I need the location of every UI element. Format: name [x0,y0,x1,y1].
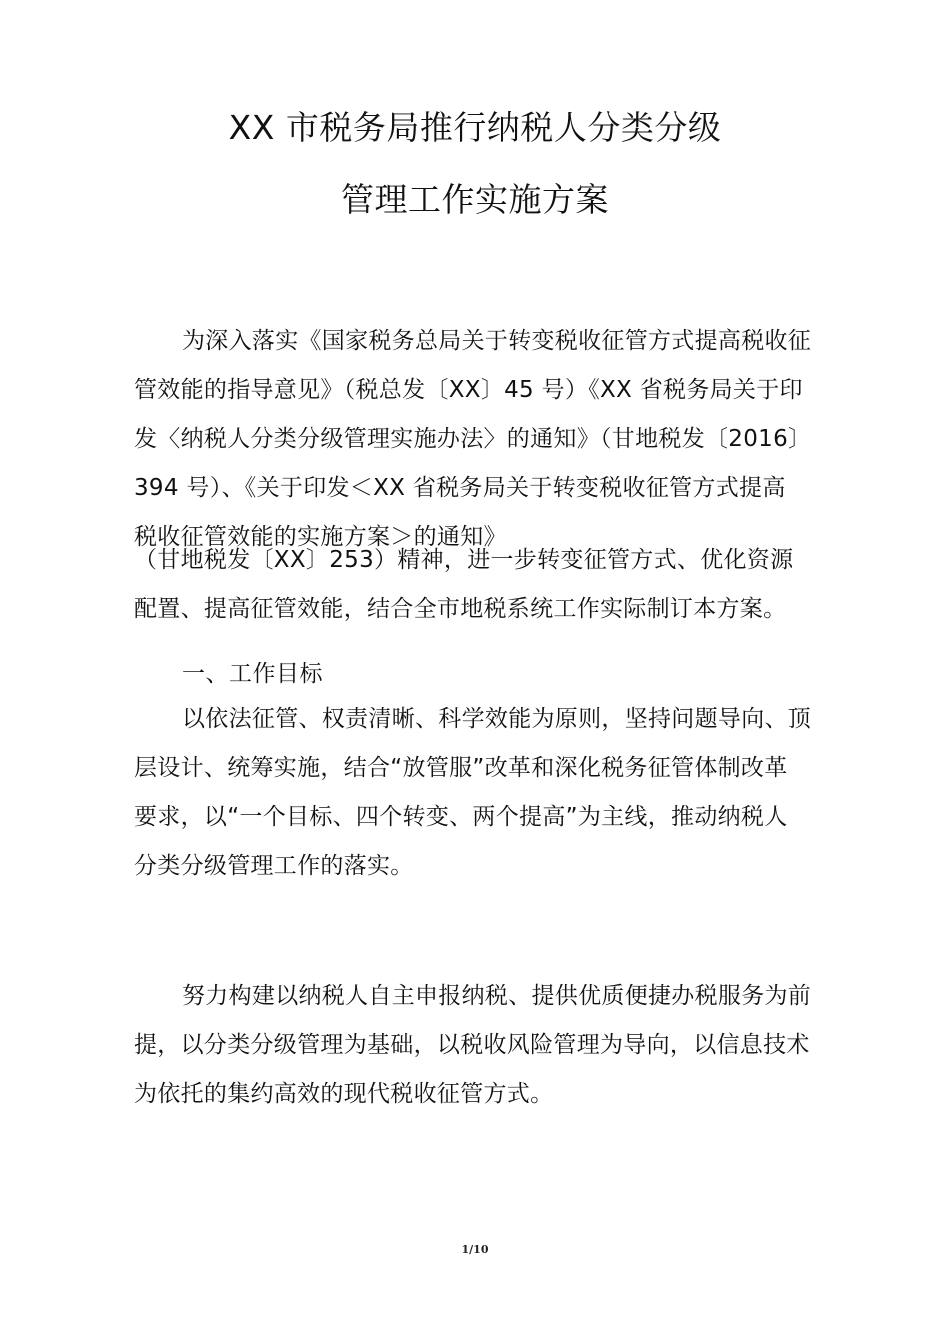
section1-paragraph [134,695,824,891]
intro-continuation-paragraph [134,536,824,634]
intro-line: 税收征管效能的实施方案＞的通知》 [134,524,507,550]
section1-line: 分类分级管理工作的落实。 [134,853,414,879]
intro-cont-line: （甘地税发〔XX〕253）精神，进一步转变征管方式、优化资源 [134,547,794,573]
intro-cont-line: 配置、提高征管效能，结合全市地税系统工作实际制订本方案。 [134,596,787,622]
section1b-line: 为依托的集约高效的现代税收征管方式。 [134,1081,554,1107]
section1b-paragraph [134,972,824,1119]
section1-line: 层设计、统筹实施，结合“放管服”改革和深化税务征管体制改革 [134,755,788,781]
intro-paragraph [134,317,824,562]
document-title-line-1: XX 市税务局推行纳税人分类分级 [228,108,722,147]
intro-line: 为深入落实《国家税务总局关于转变税收征管方式提高税收征 [182,328,812,354]
page-number: 1/10 [461,1243,489,1256]
intro-line: 394 号）、《关于印发＜XX 省税务局关于转变税收征管方式提高 [134,475,786,501]
section1b-line: 提，以分类分级管理为基础，以税收风险管理为导向，以信息技术 [134,1032,810,1058]
section1-line: 以依法征管、权责清晰、科学效能为原则，坚持问题导向、顶 [182,706,812,732]
document-title-line-2: 管理工作实施方案 [341,180,609,219]
section-heading-work-goals: 一、工作目标 [182,661,323,687]
intro-line: 发〈纳税人分类分级管理实施办法〉的通知》（甘地税发〔2016〕 [134,426,812,452]
intro-line: 管效能的指导意见》（税总发〔XX〕45 号）《XX 省税务局关于印 [134,377,803,403]
section1b-line: 努力构建以纳税人自主申报纳税、提供优质便捷办税服务为前 [182,983,812,1009]
section1-line: 要求，以“一个目标、四个转变、两个提高”为主线，推动纳税人 [134,804,788,830]
